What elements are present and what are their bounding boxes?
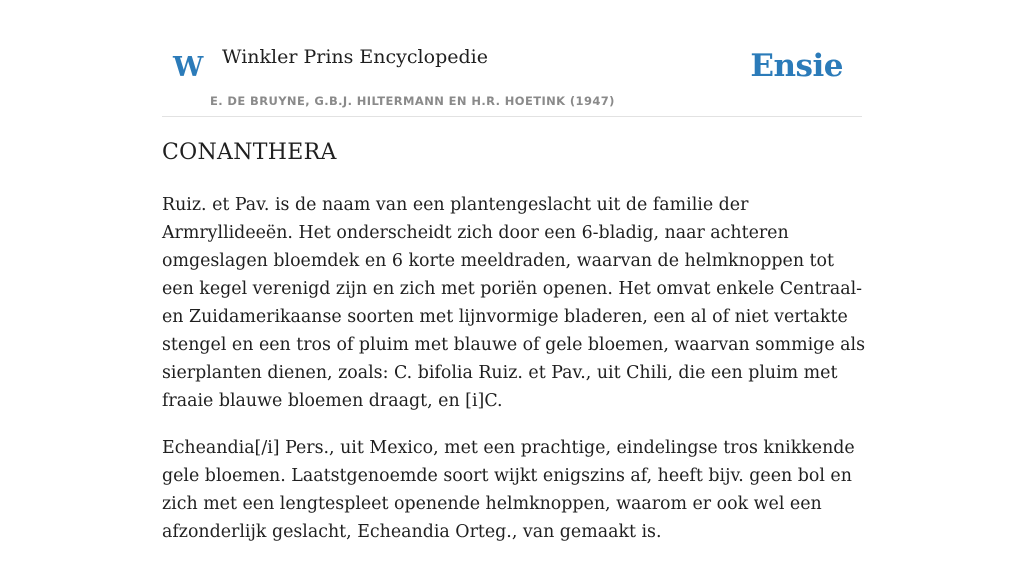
article-paragraph: Ruiz. et Pav. is de naam van een plantengeslacht uit de familie der Armryllideeën. Het onderscheidt zich door een 6-bladig, naar achteren omgeslagen bloemdek en 6 korte meeldraden, waarvan de helmknoppen tot een kegel verenigd zijn en zich met poriën openen. Het omvat enkele Centraal- en Zuidamerikaanse soorten met lijnvormige bladeren, een al of niet vertakte stengel en een tros of pluim met blauwe of gele bloemen, waarvan sommige als sierplanten dienen, zoals: C. bifolia Ruiz. et Pav., uit Chili, die een pluim met fraaie blauwe bloemen draagt, en [i]C. bbox=[162, 195, 865, 411]
article-paragraph: Echeandia[/i] Pers., uit Mexico, met een prachtige, eindelingse tros knikkende gele bloemen. Laatstgenoemde soort wijkt enigszins af, heeft bijv. geen bol en zich met een lengtespleet openende helmknoppen, waarom er ook wel een afzonderlijk geslacht, Echeandia Orteg., van gemaakt is. bbox=[162, 438, 855, 542]
site-header bbox=[162, 0, 862, 117]
page-title: CONANTHERA bbox=[162, 140, 337, 165]
authors-subtitle: E. DE BRUYNE, G.B.J. HILTERMANN EN H.R. HOETINK (1947) bbox=[210, 94, 615, 108]
article-body bbox=[162, 191, 867, 565]
winkler-prins-logo[interactable]: W bbox=[173, 52, 204, 83]
ensie-logo[interactable]: Ensie bbox=[750, 48, 843, 84]
site-title-link[interactable]: Winkler Prins Encyclopedie bbox=[222, 46, 488, 68]
